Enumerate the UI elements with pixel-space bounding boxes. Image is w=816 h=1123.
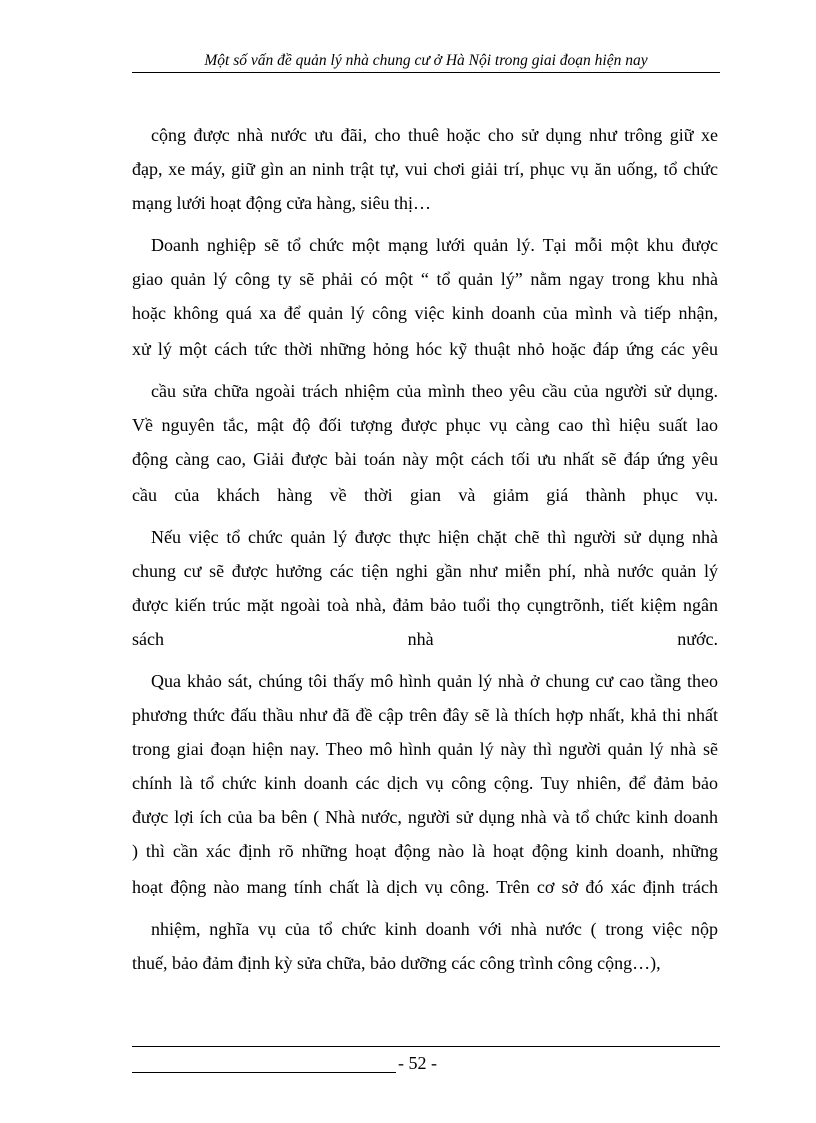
text-line: cộng được nhà nước ưu đãi, cho thuê hoặc cho sử dụng như trông giữ xe — [151, 125, 718, 145]
text-line: sách nhà nước. — [132, 629, 718, 649]
text-line: nhiệm, nghĩa vụ của tổ chức kinh doanh với nhà nước ( trong việc nộp — [151, 919, 718, 939]
text-line: cầu của khách hàng về thời gian và giảm giá thành phục vụ. — [132, 485, 718, 505]
text-line: Nếu việc tổ chức quản lý được thực hiện chặt chẽ thì người sử dụng nhà — [151, 527, 718, 547]
text-line: Doanh nghiệp sẽ tổ chức một mạng lưới quản lý. Tại mỗi một khu được — [151, 235, 718, 255]
text-line: cầu sửa chữa ngoài trách nhiệm của mình theo yêu cầu của người sử dụng. — [151, 381, 718, 401]
text-line: chung cư sẽ được hưởng các tiện nghi gần như miễn phí, nhà nước quản lý — [132, 561, 718, 581]
page-number: - 52 - — [398, 1053, 437, 1073]
text-line: thuế, bảo đảm định kỳ sửa chữa, bảo dưỡng các công trình công cộng…), — [132, 953, 661, 973]
text-line: được kiến trúc mặt ngoài toà nhà, đảm bảo tuổi thọ cụngtrõnh, tiết kiệm ngân — [132, 595, 718, 615]
text-line: mạng lưới hoạt động cửa hàng, siêu thị… — [132, 193, 431, 213]
text-line: giao quản lý công ty sẽ phải có một “ tổ quản lý” nằm ngay trong khu nhà — [132, 269, 718, 289]
text-line: hoạt động nào mang tính chất là dịch vụ công. Trên cơ sở đó xác định trách — [132, 877, 718, 897]
text-line: được lợi ích của ba bên ( Nhà nước, người sử dụng nhà và tổ chức kinh doanh — [132, 807, 718, 827]
text-line: đạp, xe máy, giữ gìn an ninh trật tự, vui chơi giải trí, phục vụ ăn uống, tổ chức — [132, 159, 718, 179]
footer-rule — [132, 1046, 720, 1047]
text-line: xử lý một cách tức thời những hỏng hóc kỹ thuật nhỏ hoặc đáp ứng các yêu — [132, 339, 718, 359]
text-line: trong giai đoạn hiện nay. Theo mô hình quản lý này thì người quản lý nhà sẽ — [132, 739, 718, 759]
text-line: chính là tổ chức kinh doanh các dịch vụ công cộng. Tuy nhiên, để đảm bảo — [132, 773, 718, 793]
footer-rule-short — [132, 1072, 396, 1073]
running-header: Một số vấn đề quản lý nhà chung cư ở Hà Nội trong giai đoạn hiện nay — [204, 52, 648, 69]
text-line: phương thức đấu thầu như đã đề cập trên đây sẽ là thích hợp nhất, khả thi nhất — [132, 705, 718, 725]
text-line: Về nguyên tắc, mật độ đối tượng được phục vụ càng cao thì hiệu suất lao — [132, 415, 718, 435]
text-line: hoặc không quá xa để quản lý công việc kinh doanh của mình và tiếp nhận, — [132, 303, 718, 323]
text-line: Qua khảo sát, chúng tôi thấy mô hình quản lý nhà ở chung cư cao tầng theo — [151, 671, 718, 691]
text-line: ) thì cần xác định rõ những hoạt động nào là hoạt động kinh doanh, những — [132, 841, 718, 861]
text-line: động càng cao, Giải được bài toán này một cách tối ưu nhất sẽ đáp ứng yêu — [132, 449, 718, 469]
